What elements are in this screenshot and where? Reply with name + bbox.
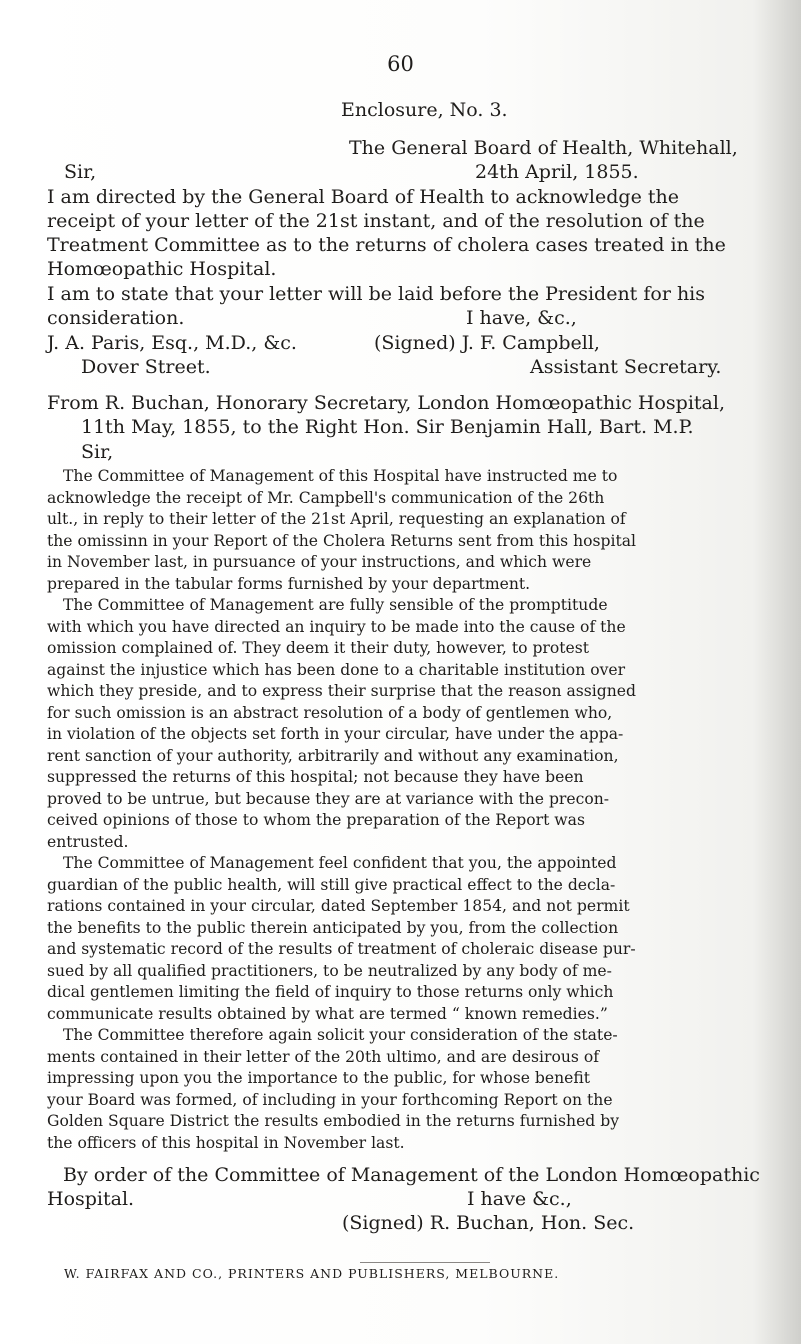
letter-body-line: Golden Square District the results embodied in the returns furnished by [47,1112,620,1130]
enclosure-paragraph-line: I am directed by the General Board of Health to acknowledge the [47,186,679,208]
enclosure-date: 24th April, 1855. [475,161,639,183]
letter-body-line: omission complained of. They deem it their duty, however, to protest [47,639,590,657]
enclosure-heading: Enclosure, No. 3. [341,99,508,121]
letter-body-line: guardian of the public health, will still give practical effect to the decla- [47,875,616,894]
addressee-name: J. A. Paris, Esq., M.D., &c. [47,332,297,354]
letter-body-line: with which you have directed an inquiry to be made into the cause of the [47,617,626,636]
enclosure-paragraph-line: consideration. [47,307,185,329]
letter-body-line: ments contained in their letter of the 20th ultimo, and are desirous of [47,1047,600,1066]
letter-body-line: acknowledge the receipt of Mr. Campbell's communication of the 26th [47,488,605,507]
letter-body-line: The Committee of Management feel confident that you, the appointed [63,854,617,872]
letter-body-line: The Committee of Management of this Hospital have instructed me to [63,467,618,485]
enclosure-salutation: Sir, [64,161,97,183]
letter-body-line: the omissinn in your Report of the Cholera Returns sent from this hospital [47,531,637,550]
letter-body-line: The Committee of Management are fully sensible of the promptitude [63,596,608,614]
printer-imprint: W. FAIRFAX AND CO., PRINTERS AND PUBLISHERS, MELBOURNE. [64,1266,560,1281]
letter-body-line: suppressed the returns of this hospital; not because they have been [47,768,584,786]
letter-body-line: and systematic record of the results of treatment of choleraic disease pur- [47,940,636,958]
letter-body-line: in violation of the objects set forth in your circular, have under the appa- [47,725,624,743]
enclosure-address: The General Board of Health, Whitehall, [349,137,738,159]
letter-header-line-1: From R. Buchan, Honorary Secretary, London Homœopathic Hospital, [47,392,725,414]
letter-body-line: rent sanction of your authority, arbitrarily and without any examination, [47,746,619,765]
letter-body-line: ult., in reply to their letter of the 21st April, requesting an explanation of [47,510,626,528]
letter-order-line: By order of the Committee of Management of the London Homœopathic [63,1164,760,1186]
letter-body-line: your Board was formed, of including in your forthcoming Report on the [47,1090,613,1109]
letter-body-line: dical gentlemen limiting the field of inquiry to those returns only which [47,983,614,1001]
letter-body-line: against the injustice which has been done to a charitable institution over [47,660,626,679]
letter-body-line: the officers of this hospital in November last. [47,1133,405,1152]
letter-body-line: rations contained in your circular, dated September 1854, and not permit [47,897,630,915]
page-number: 60 [387,52,414,76]
enclosure-signature-title: Assistant Secretary. [530,356,722,378]
letter-body-line: communicate results obtained by what are termed “ known remedies.” [47,1004,608,1023]
letter-body-line: The Committee therefore again solicit your consideration of the state- [63,1026,618,1044]
letter-body-line: which they preside, and to express their surprise that the reason assigned [47,682,636,700]
enclosure-paragraph-line: receipt of your letter of the 21st instant, and of the resolution of the [47,210,705,232]
letter-body-line: proved to be untrue, but because they are at variance with the precon- [47,789,610,808]
enclosure-paragraph-line: Treatment Committee as to the returns of cholera cases treated in the [47,234,726,256]
enclosure-closing: I have, &c., [466,307,577,329]
letter-body-line: prepared in the tabular forms furnished by your department. [47,574,531,593]
imprint-rule [360,1262,490,1263]
enclosure-paragraph-line: Homœopathic Hospital. [47,258,277,280]
enclosure-paragraph-line: I am to state that your letter will be laid before the President for his [47,283,706,305]
letter-body-line: in November last, in pursuance of your instructions, and which were [47,553,592,571]
letter-body-line: the benefits to the public therein anticipated by you, from the collection [47,918,619,937]
letter-salutation: Sir, [81,441,114,463]
letter-order-line: Hospital. [47,1188,135,1210]
letter-body-line: sued by all qualified practitioners, to be neutralized by any body of me- [47,961,612,980]
letter-header-line-2: 11th May, 1855, to the Right Hon. Sir Benjamin Hall, Bart. M.P. [81,416,694,438]
addressee-street: Dover Street. [81,356,211,378]
letter-body-line: impressing upon you the importance to the public, for whose benefit [47,1069,591,1087]
letter-closing: I have &c., [467,1188,572,1210]
letter-body-line: ceived opinions of those to whom the preparation of the Report was [47,811,585,829]
letter-body-line: entrusted. [47,832,129,851]
letter-signature: (Signed) R. Buchan, Hon. Sec. [342,1212,635,1234]
enclosure-signature: (Signed) J. F. Campbell, [374,332,600,354]
letter-body-line: for such omission is an abstract resolution of a body of gentlemen who, [47,703,613,722]
